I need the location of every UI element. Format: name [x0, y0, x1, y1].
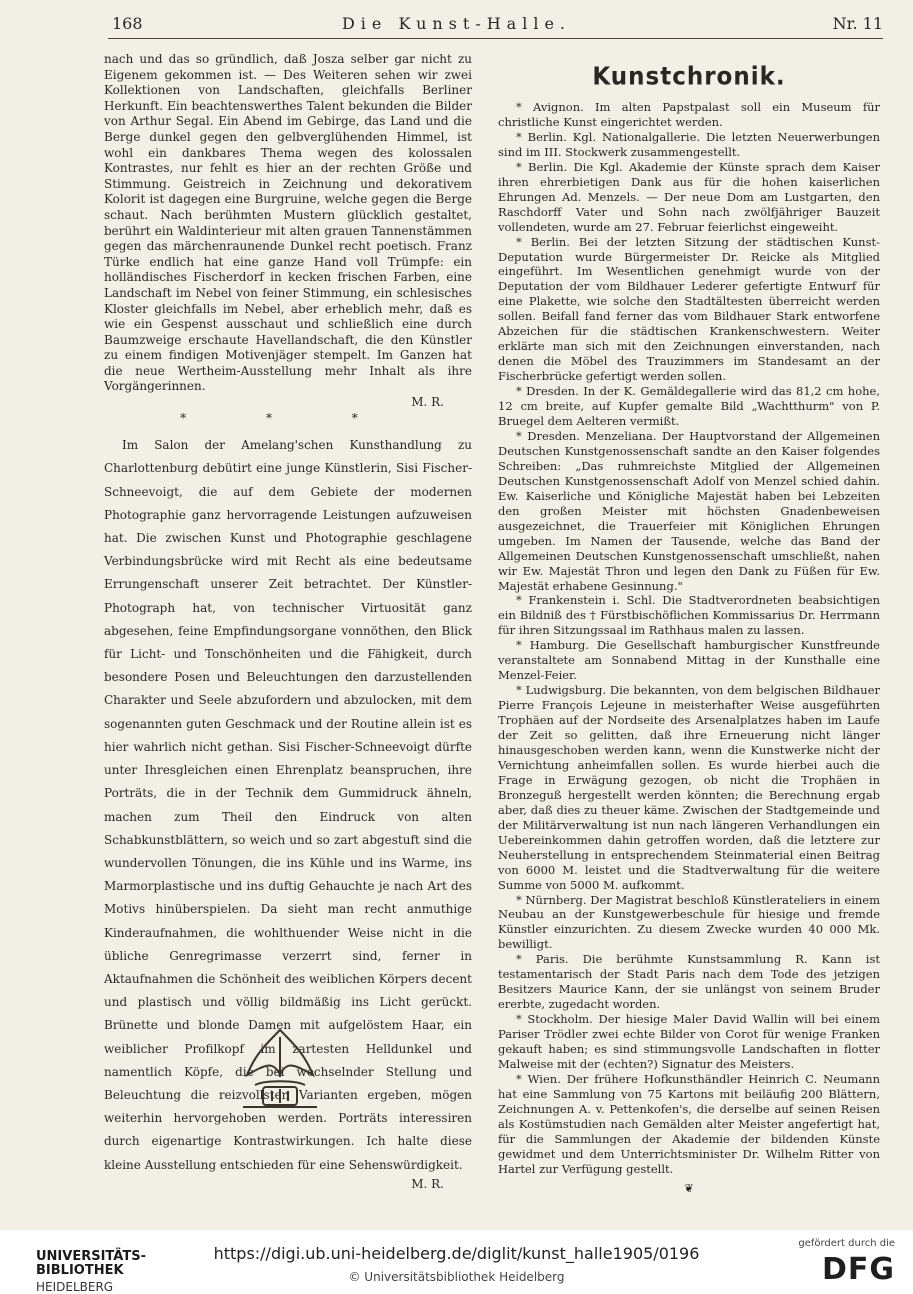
copyright-notice: © Universitätsbibliothek Heidelberg — [348, 1270, 565, 1284]
dfg-logo[interactable]: DFG — [821, 1252, 895, 1287]
news-entry: * Ludwigsburg. Die bekannten, von dem belgischen Bildhauer Pierre François Lejeune in meisterhafter Weise ausgeführten Trophäen auf der Nordseite des Arsenalplatzes haben im Laufe der Zeit so gelitten, daß ihre Erneuerung nicht länger hinausgeschoben werden kann, wenn die Kunstwerke nicht der Vernichtung anheimfallen sollen. Es wurde hierbei auch die Frage in Erwägung gezogen, ob nicht die Trophäen in Bronzeguß hergestellt werden könnten; die Berechnung ergab aber, daß dies zu theuer käme. Zwischen der Stadtgemeinde und der Militärverwaltung ist nun nach längeren Verhandlungen ein Uebereinkommen dahin getroffen worden, daß die letztere zur Neuherstellung in entsprechendem Steinmaterial einen Beitrag von 6000 M. leistet und die Stadtverwaltung für die weitere Summe von 5000 M. aufkommt. — [498, 683, 880, 892]
news-entry: * Nürnberg. Der Magistrat beschloß Künstlerateliers in einem Neubau an der Kunstgewerbeschule für hiesige und fremde Künstler einzurichten. Zu diesem Zwecke wurden 40 000 Mk. bewilligt. — [498, 892, 880, 952]
news-entry: * Frankenstein i. Schl. Die Stadtverordneten beabsichtigen ein Bildniß des † Fürstbischöflichen Kommissarius Dr. Herrmann für ihren Sitzungssaal im Rathhaus malen zu lassen. — [498, 593, 880, 638]
news-entry: * Stockholm. Der hiesige Maler David Wallin will bei einem Pariser Trödler zwei echte Bilder von Corot für wenige Franken gekauft haben; es sind stimmungsvolle Landschaften in flotter Malweise mit der (echten?) Signatur des Meisters. — [498, 1012, 880, 1071]
section-separator: * * * — [180, 410, 396, 425]
right-column — [498, 52, 880, 1196]
header-rule — [108, 38, 883, 39]
library-footer — [0, 1230, 913, 1293]
news-entry: * Dresden. Menzeliana. Der Hauptvorstand der Allgemeinen Deutschen Kunstgenossenschaft sandte an den Kaiser folgendes Schreiben: „Das ruhmreichste Mitglied der Allgemeinen Deutschen Kunstgenossenschaft Adolf von Menzel schied dahin. Ew. Kaiserliche und Königliche Majestät haben bei Lebzeiten den großen Meister mit höchsten Gnadenbeweisen ausgezeichnet, die Trauerfeier mit Königlichen Ehrungen umgeben. Im Namen der Tausende, welche das Band der Allgemeinen Deutschen Kunstgenossenschaft umschließt, nahen wir Ew. Majestät Thron und legen den Dank zu Füßen für Ew. Majestät erhabene Gesinnung." — [498, 428, 880, 593]
floral-ornament-icon — [225, 1015, 335, 1115]
kunstchronik-heading: Kunstchronik. — [592, 62, 786, 92]
news-entry: * Berlin. Bei der letzten Sitzung der städtischen Kunst-Deputation wurde Bürgermeister Dr. Reicke als Mitglied eingeführt. Im Wesentlichen genehmigt wurde von der Deputation der vom Bildhauer Lederer gefertigte Entwurf für eine Plakette, wie solche den Stadtältesten überreicht werden sollen. Beifall fand ferner das vom Bildhauer Stark entworfene Abzeichen für die städtischen Krankenschwestern. Weiter erklärte man sich mit den Zeichnungen einverstanden, nach denen die Möbel des Trauzimmers im Standesamt an der Fischerbrücke gefertigt werden sollen. — [498, 234, 880, 384]
news-entry: * Wien. Der frühere Hofkunsthändler Heinrich C. Neumann hat eine Sammlung von 75 Kartons mit beiläufig 200 Blättern, Zeichnungen A. v. Pettenkofen's, die derselbe auf seinen Reisen als Kostümstudien nach Gemälden alter Meister angefertigt hat, für die Sammlungen der Akademie der bildenden Künste gewidmet und dem Unterrichtsminister Dr. Wilhelm Ritter von Hartel zur Verfügung gestellt. — [498, 1071, 880, 1176]
fleuron-icon: ❦ — [684, 1180, 694, 1195]
news-entry: * Berlin. Kgl. Nationalgallerie. Die letzten Neuerwerbungen sind im III. Stockwerk zusammengestellt. — [498, 129, 880, 159]
library-name: UNIVERSITÄTS- BIBLIOTHEK — [36, 1249, 146, 1278]
news-entry: * Dresden. In der K. Gemäldegallerie wird das 81,2 cm hohe, 12 cm breite, auf Kupfer gemalte Bild „Wachtthurm" von P. Bruegel dem Aelteren vermißt. — [498, 384, 880, 429]
author-signature-2: M. R. — [411, 1176, 444, 1191]
journal-title: Die Kunst-Halle. — [341, 14, 572, 33]
issue-number: Nr. 11 — [832, 14, 883, 33]
page-number: 168 — [112, 14, 143, 33]
exhibition-review-paragraph: nach und das so gründlich, daß Joszа selber gar nicht zu Eigenem gekommen ist. — Des Weiteren sehen wir zwei Kollektionen von Landschaften, gleichfalls Berliner Herkunft. Ein beachtenswerthes Talent bekunden die Bilder von Arthur Segal. Ein Abend im Gebirge, das Land und die Berge dunkel gegen den gelbverglühenden Himmel, ist wohl ein dankbares Thema wegen des kolossalen Kontrastes, nur fehlt es hier an der rechten Größe und Stimmung. Geistreich in Zeichnung und dekorativem Kolorit ist dagegen eine Burgruine, welche gegen die Berge schaut. Nach berühmten Mustern glücklich gestaltet, berührt ein Waldinterieur mit alten grauen Tannenstämmen gegen das märchenraunende Dunkel recht poetisch. Franz Türke endlich hat eine ganze Hand voll Trümpfe: ein holländisches Fischerdorf in kecken frischen Farben, eine Landschaft im Nebel von feiner Stimmung, ein schlesisches Kloster gleichfalls im Nebel, aber erheblich mehr, daß es wie ein Gespenst ausschaut und schließlich eine durch Baumzweige erschaute Havellandschaft, die den Künstler zu einem findigen Motivenjäger stempelt. Im Ganzen hat die neue Wertheim-Ausstellung mehr Inhalt als ihre Vorgängerinnen. — [104, 52, 472, 394]
author-signature: M. R. — [411, 395, 444, 410]
news-entry: * Hamburg. Die Gesellschaft hamburgischer Kunstfreunde veranstaltete am Sonnabend Mittag in der Kunsthalle eine Menzel-Feier. — [498, 638, 880, 683]
photography-review-paragraph: Im Salon der Amelang'schen Kunsthandlung zu Charlottenburg debütirt eine junge Künstlerin, Sisi Fischer-Schneevoigt, die auf dem Gebiete der modernen Photographie ganz hervorragende Leistungen aufzuweisen hat. Die zwischen Kunst und Photographie geschlagene Verbindungsbrücke wird mit Recht als eine bedeutsame Errungenschaft unserer Zeit betrachtet. Der Künstler-Photograph hat, von technischer Virtuosität ganz abgesehen, feine Empfindungsorgane vonnöthen, den Blick für Licht- und Tonschönheiten und die Fähigkeit, durch besondere Posen und Beleuchtungen den darzustellenden Charakter und Seele abzufordern und abzulocken, mit dem sogenannten guten Geschmack und der Routine allein ist es hier wahrlich nicht gethan. Sisi Fischer-Schneevoigt dürfte unter Ihresgleichen einen Ehrenplatz beanspruchen, ihre Porträts, die in der Technik dem Gummidruck ähneln, machen zum Theil den Eindruck von alten Schabkunstblättern, so weich und so zart abgestuft sind die wundervollen Tönungen, die ins Kühle und ins Warme, ins Marmorplastische und ins duftig Gehauchte je nach Art des Motivs hinüberspielen. Da sieht man recht anmuthige Kinderaufnahmen, die wohlthuender Weise nicht in die übliche Genregrimasse verzerrt sind, ferner in Aktaufnahmen die Schönheit des weiblichen Körpers decent und plastisch und völlig bildmäßig ins Licht gerückt. Brünette und blonde Damen mit aufgelöstem Haar, ein weiblicher Profilkopf im zartesten Helldunkel und namentlich Köpfe, die bei wechselnder Stellung und Beleuchtung die reizvollsten Varianten ergeben, mögen weiterhin hervorgehoben werden. Porträts interessiren durch eigenartige Kontrastwirkungen. Ich halte diese kleine Ausstellung entschieden für eine Sehenswürdigkeit. — [104, 438, 472, 1172]
news-entry: * Avignon. Im alten Papstpalast soll ein Museum für christliche Kunst eingerichtet werden. — [498, 100, 880, 129]
library-city: HEIDELBERG — [36, 1280, 114, 1294]
news-entry: * Berlin. Die Kgl. Akademie der Künste sprach dem Kaiser ihren ehrerbietigen Dank aus für die hohen kaiserlichen Ehrungen Ad. Menzels. — Der neue Dom am Lustgarten, den Raschdorff Vater und Sohn nach zwölfjähriger Bauzeit vollendeten, wurde am 27. Februar feierlichst eingeweiht. — [498, 159, 880, 234]
news-entry: * Paris. Die berühmte Kunstsammlung R. Kann ist testamentarisch der Stadt Paris nach dem Tode des jetzigen Besitzers Maurice Kann, der sie unlängst von seinem Bruder ererbte, zugedacht worden. — [498, 952, 880, 1012]
funding-label: gefördert durch die — [798, 1238, 895, 1249]
permalink-url[interactable]: https://digi.ub.uni-heidelberg.de/diglit/kunst_halle1905/0196 — [213, 1244, 700, 1263]
